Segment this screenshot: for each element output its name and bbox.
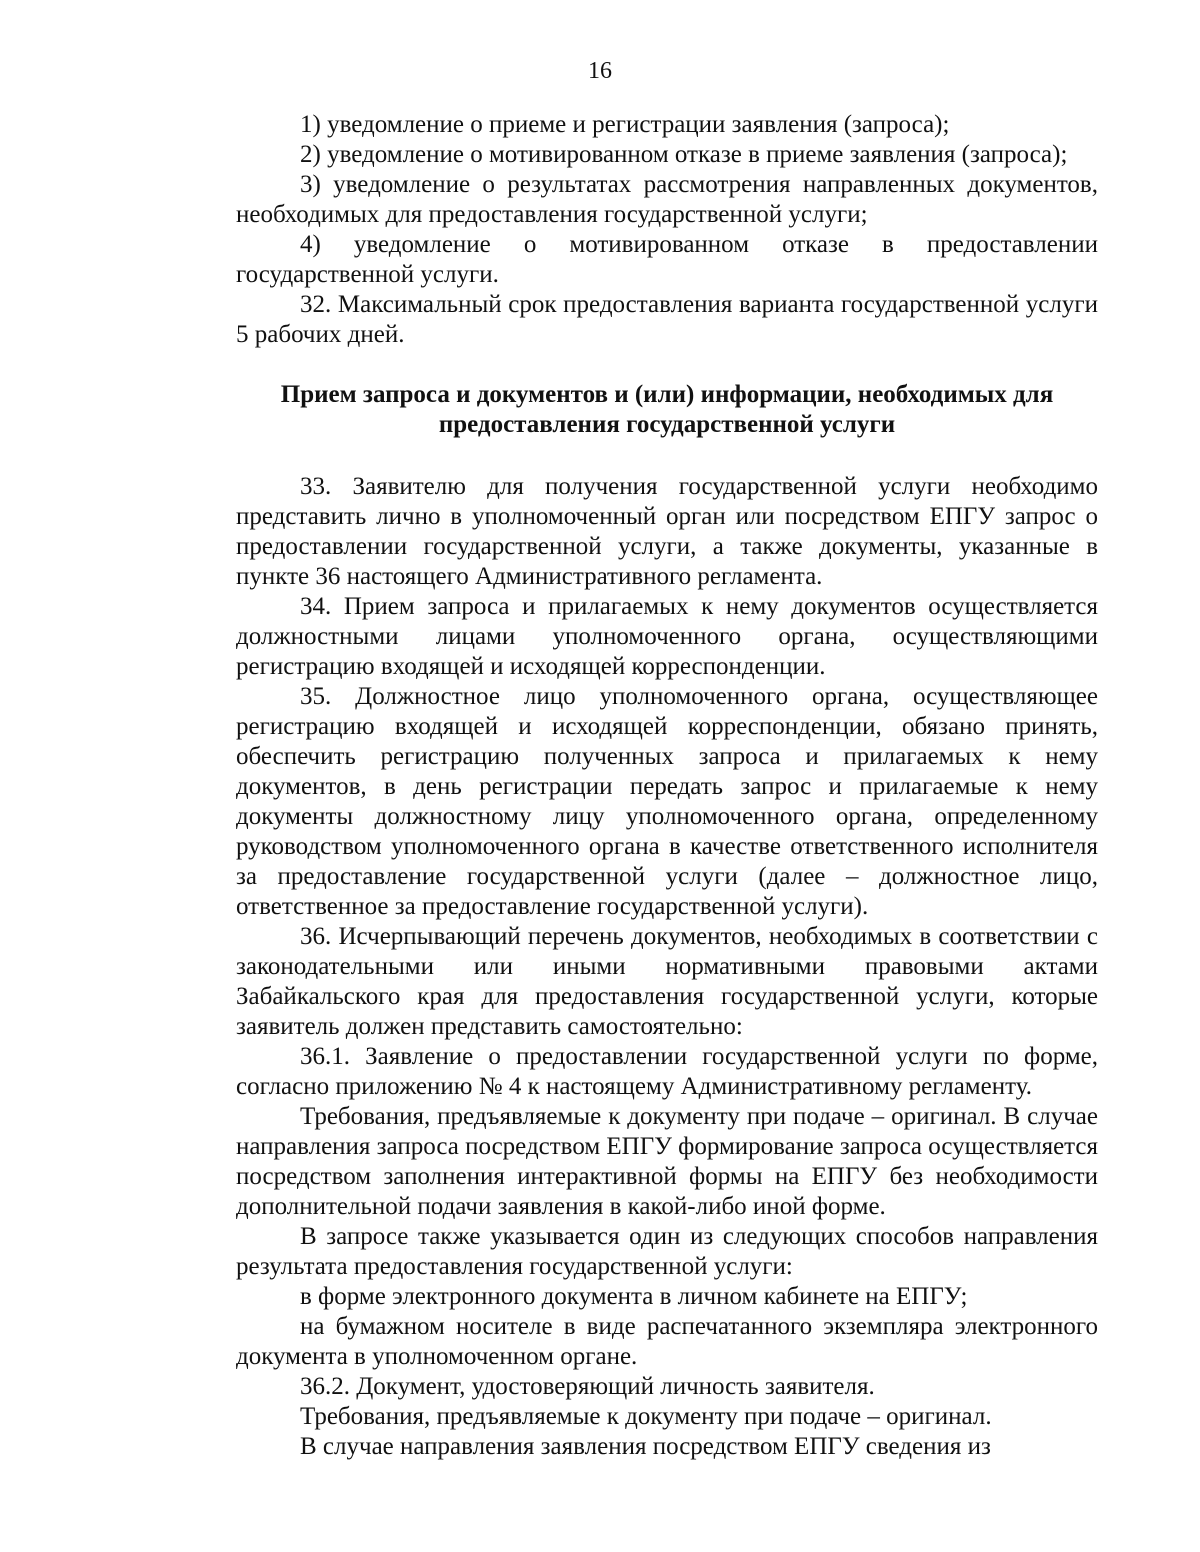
paragraph-requirements-original: Требования, предъявляемые к документу при подаче – оригинал. В случае направления запроса посредством ЕПГУ формирование запроса осуществляется посредством заполнения интерактивной формы на ЕПГУ без необходимости дополнительной подачи заявления в какой-либо иной форме.: [236, 1103, 1098, 1220]
paragraph-33: 33. Заявителю для получения государственной услуги необходимо представить лично в уполномоченный орган или посредством ЕПГУ запрос о предоставлении государственной услуги, а также документы, указанные в пункте 36 настоящего Административного регламента.: [236, 473, 1098, 590]
list-item-notice-receipt: 1) уведомление о приеме и регистрации заявления (запроса);: [300, 111, 950, 138]
list-item-notice-refusal-acceptance: 2) уведомление о мотивированном отказе в приеме заявления (запроса);: [300, 141, 1068, 168]
paragraph-result-delivery-methods: В запросе также указывается один из следующих способов направления результата предоставления государственной услуги:: [236, 1223, 1098, 1280]
paragraph-36-2: 36.2. Документ, удостоверяющий личность заявителя.: [300, 1373, 875, 1400]
paragraph-36: 36. Исчерпывающий перечень документов, необходимых в соответствии с законодательными или иными нормативными правовыми актами Забайкальского края для предоставления государственной услуги, которые заявитель должен представить самостоятельно:: [236, 923, 1098, 1040]
list-item-notice-review-results: 3) уведомление о результатах рассмотрения направленных документов, необходимых для предоставления государственной услуги;: [236, 171, 1098, 228]
paragraph-36-1: 36.1. Заявление о предоставлении государственной услуги по форме, согласно приложению № 4 к настоящему Административному регламенту.: [236, 1043, 1098, 1100]
paragraph-epgu-continuation: В случае направления заявления посредством ЕПГУ сведения из: [300, 1433, 991, 1460]
list-item-notice-refusal-service: 4) уведомление о мотивированном отказе в предоставлении государственной услуги.: [236, 231, 1098, 288]
paragraph-32: 32. Максимальный срок предоставления варианта государственной услуги 5 рабочих дней.: [236, 291, 1098, 348]
list-item-paper-form: на бумажном носителе в виде распечатанного экземпляра электронного документа в уполномоченном органе.: [236, 1313, 1098, 1370]
page-number: 16: [588, 58, 612, 84]
section-heading: Прием запроса и документов и (или) информации, необходимых для предоставления государственной услуги: [280, 381, 1054, 438]
list-item-electronic-form: в форме электронного документа в личном кабинете на ЕПГУ;: [300, 1283, 968, 1310]
paragraph-35: 35. Должностное лицо уполномоченного органа, осуществляющее регистрацию входящей и исходящей корреспонденции, обязано принять, обеспечить регистрацию полученных запроса и прилагаемых к нему документов, в день регистрации передать запрос и прилагаемые к нему документы должностному лицу уполномоченного органа, определенному руководством уполномоченного органа в качестве ответственного исполнителя за предоставление государственной услуги (далее – должностное лицо, ответственное за предоставление государственной услуги).: [236, 683, 1098, 920]
paragraph-requirements-original-2: Требования, предъявляемые к документу при подаче – оригинал.: [300, 1403, 992, 1430]
document-body: [236, 110, 1098, 1462]
paragraph-34: 34. Прием запроса и прилагаемых к нему документов осуществляется должностными лицами уполномоченного органа, осуществляющими регистрацию входящей и исходящей корреспонденции.: [236, 593, 1098, 680]
